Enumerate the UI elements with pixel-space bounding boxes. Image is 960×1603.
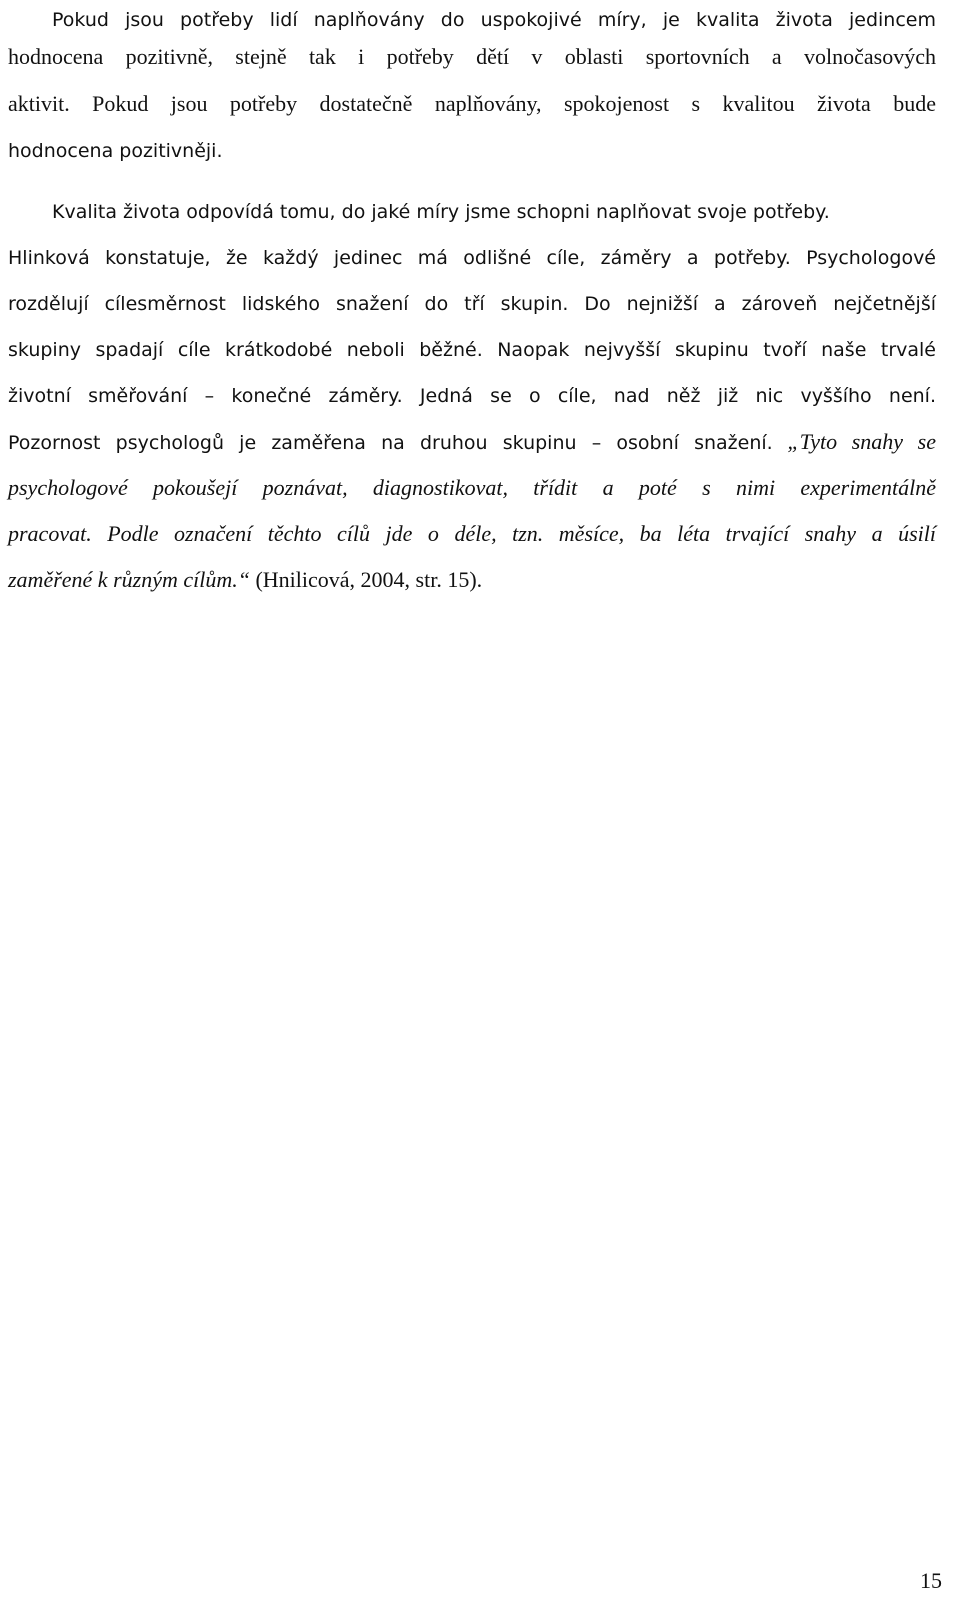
paragraph-1-line-2: hodnocena pozitivně, stejně tak i potřeby dětí v oblasti sportovních a volnočasových [8, 44, 936, 69]
paragraph-1-line-1: Pokud jsou potřeby lidí naplňovány do uspokojivé míry, je kvalita života jedincem [52, 9, 936, 31]
quote-line-1: psychologové pokoušejí poznávat, diagnostikovat, třídit a poté s nimi experimentálně [8, 475, 936, 500]
paragraph-2-line-6 [8, 422, 936, 462]
quote-line-2: pracovat. Podle označení těchto cílů jde o déle, tzn. měsíce, ba léta trvající snahy a úsilí [8, 521, 936, 546]
paragraph-2-line-1: Kvalita života odpovídá tomu, do jaké míry jsme schopni naplňovat svoje potřeby. [52, 201, 830, 223]
quote-line-3 [8, 560, 936, 600]
citation: (Hnilicová, 2004, str. 15). [255, 567, 483, 592]
paragraph-1-line-3: aktivit. Pokud jsou potřeby dostatečně naplňovány, spokojenost s kvalitou života bude [8, 91, 936, 116]
paragraph-2-line-3: rozdělují cílesměrnost lidského snažení do tří skupin. Do nejnižší a zároveň nejčetnější [8, 293, 936, 315]
paragraph-2-line-6-text: Pozornost psychologů je zaměřena na druhou skupinu – osobní snažení. [8, 432, 773, 454]
page-number: 15 [920, 1568, 942, 1593]
quote-start: „Tyto snahy se [787, 429, 937, 454]
paragraph-2-line-2: Hlinková konstatuje, že každý jedinec má odlišné cíle, záměry a potřeby. Psychologové [8, 247, 936, 269]
paragraph-2-line-5: životní směřování – konečné záměry. Jedná se o cíle, nad něž již nic vyššího není. [8, 385, 936, 407]
paragraph-1-line-4: hodnocena pozitivněji. [8, 140, 223, 162]
paragraph-2-line-4: skupiny spadají cíle krátkodobé neboli běžné. Naopak nejvyšší skupinu tvoří naše trvalé [8, 339, 936, 361]
quote-end: zaměřené k různým cílům.“ [8, 567, 250, 592]
